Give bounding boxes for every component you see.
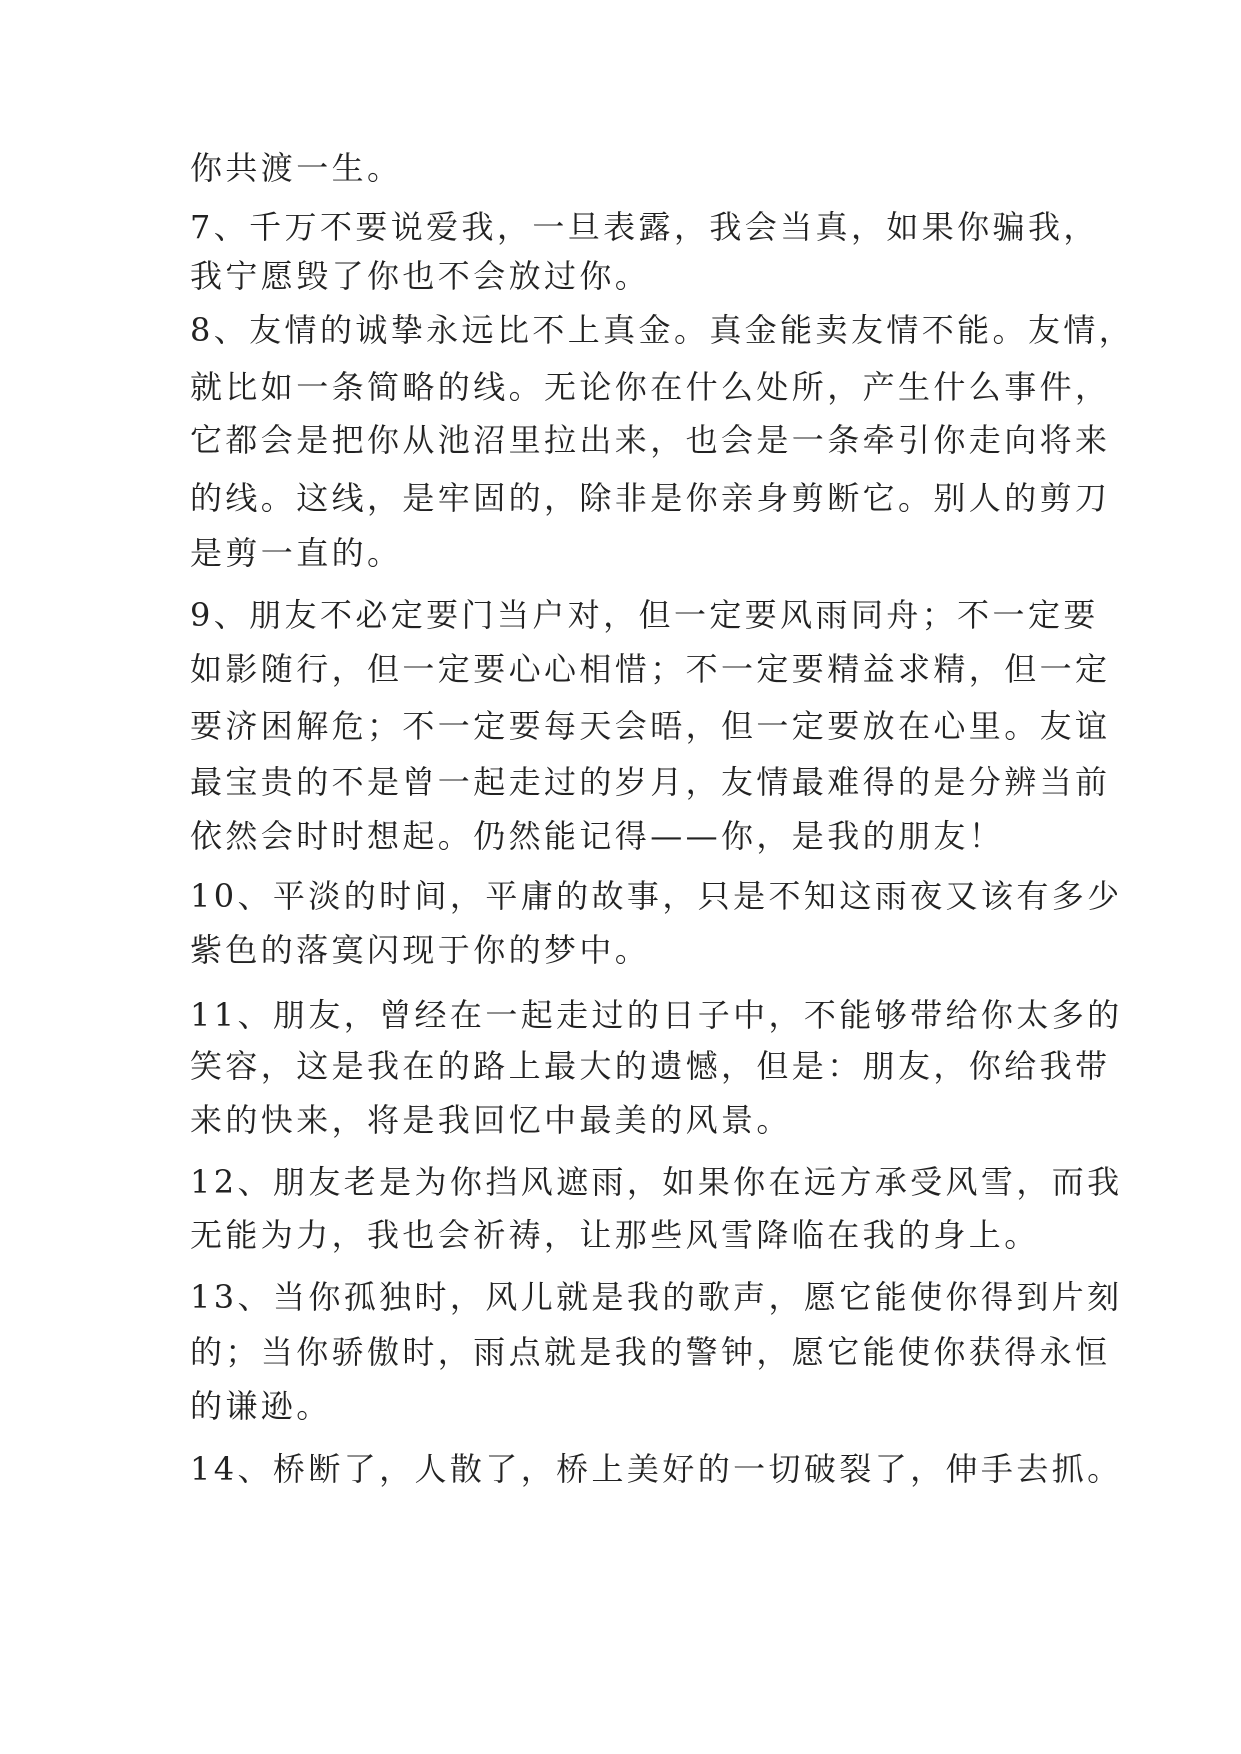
text-line: 的；当你骄傲时，雨点就是我的警钟，愿它能使你获得永恒 (190, 1333, 1111, 1371)
text-line: 它都会是把你从池沼里拉出来，也会是一条牵引你走向将来 (190, 421, 1111, 459)
text-line: 14、桥断了，人散了，桥上美好的一切破裂了，伸手去抓。 (190, 1450, 1123, 1488)
text-line: 来的快来，将是我回忆中最美的风景。 (190, 1101, 792, 1139)
text-line: 你共渡一生。 (190, 149, 403, 187)
text-line: 如影随行，但一定要心心相惜；不一定要精益求精，但一定 (190, 650, 1111, 688)
text-line: 依然会时时想起。仍然能记得——你，是我的朋友！ (190, 817, 1005, 855)
text-line: 的线。这线，是牢固的，除非是你亲身剪断它。别人的剪刀 (190, 479, 1111, 517)
text-line: 是剪一直的。 (190, 534, 403, 572)
text-line: 最宝贵的不是曾一起走过的岁月，友情最难得的是分辨当前 (190, 763, 1111, 801)
text-line: 8、友情的诚挚永远比不上真金。真金能卖友情不能。友情， (190, 311, 1135, 349)
text-line: 10、平淡的时间，平庸的故事，只是不知这雨夜又该有多少 (190, 877, 1123, 915)
text-line: 要济困解危；不一定要每天会晤，但一定要放在心里。友谊 (190, 707, 1111, 745)
text-line: 13、当你孤独时，风儿就是我的歌声，愿它能使你得到片刻 (190, 1278, 1123, 1316)
text-line: 紫色的落寞闪现于你的梦中。 (190, 931, 651, 969)
text-line: 就比如一条简略的线。无论你在什么处所，产生什么事件， (190, 368, 1111, 406)
text-line: 9、朋友不必定要门当户对，但一定要风雨同舟；不一定要 (190, 596, 1099, 634)
text-line: 11、朋友，曾经在一起走过的日子中，不能够带给你太多的 (190, 996, 1123, 1034)
text-line: 笑容，这是我在的路上最大的遗憾，但是：朋友，你给我带 (190, 1047, 1111, 1085)
text-line: 无能为力，我也会祈祷，让那些风雪降临在我的身上。 (190, 1216, 1040, 1254)
text-line: 的谦逊。 (190, 1387, 332, 1425)
text-line: 12、朋友老是为你挡风遮雨，如果你在远方承受风雪，而我 (190, 1163, 1123, 1201)
text-line: 我宁愿毁了你也不会放过你。 (190, 257, 651, 295)
text-line: 7、千万不要说爱我，一旦表露，我会当真，如果你骗我， (190, 208, 1099, 246)
